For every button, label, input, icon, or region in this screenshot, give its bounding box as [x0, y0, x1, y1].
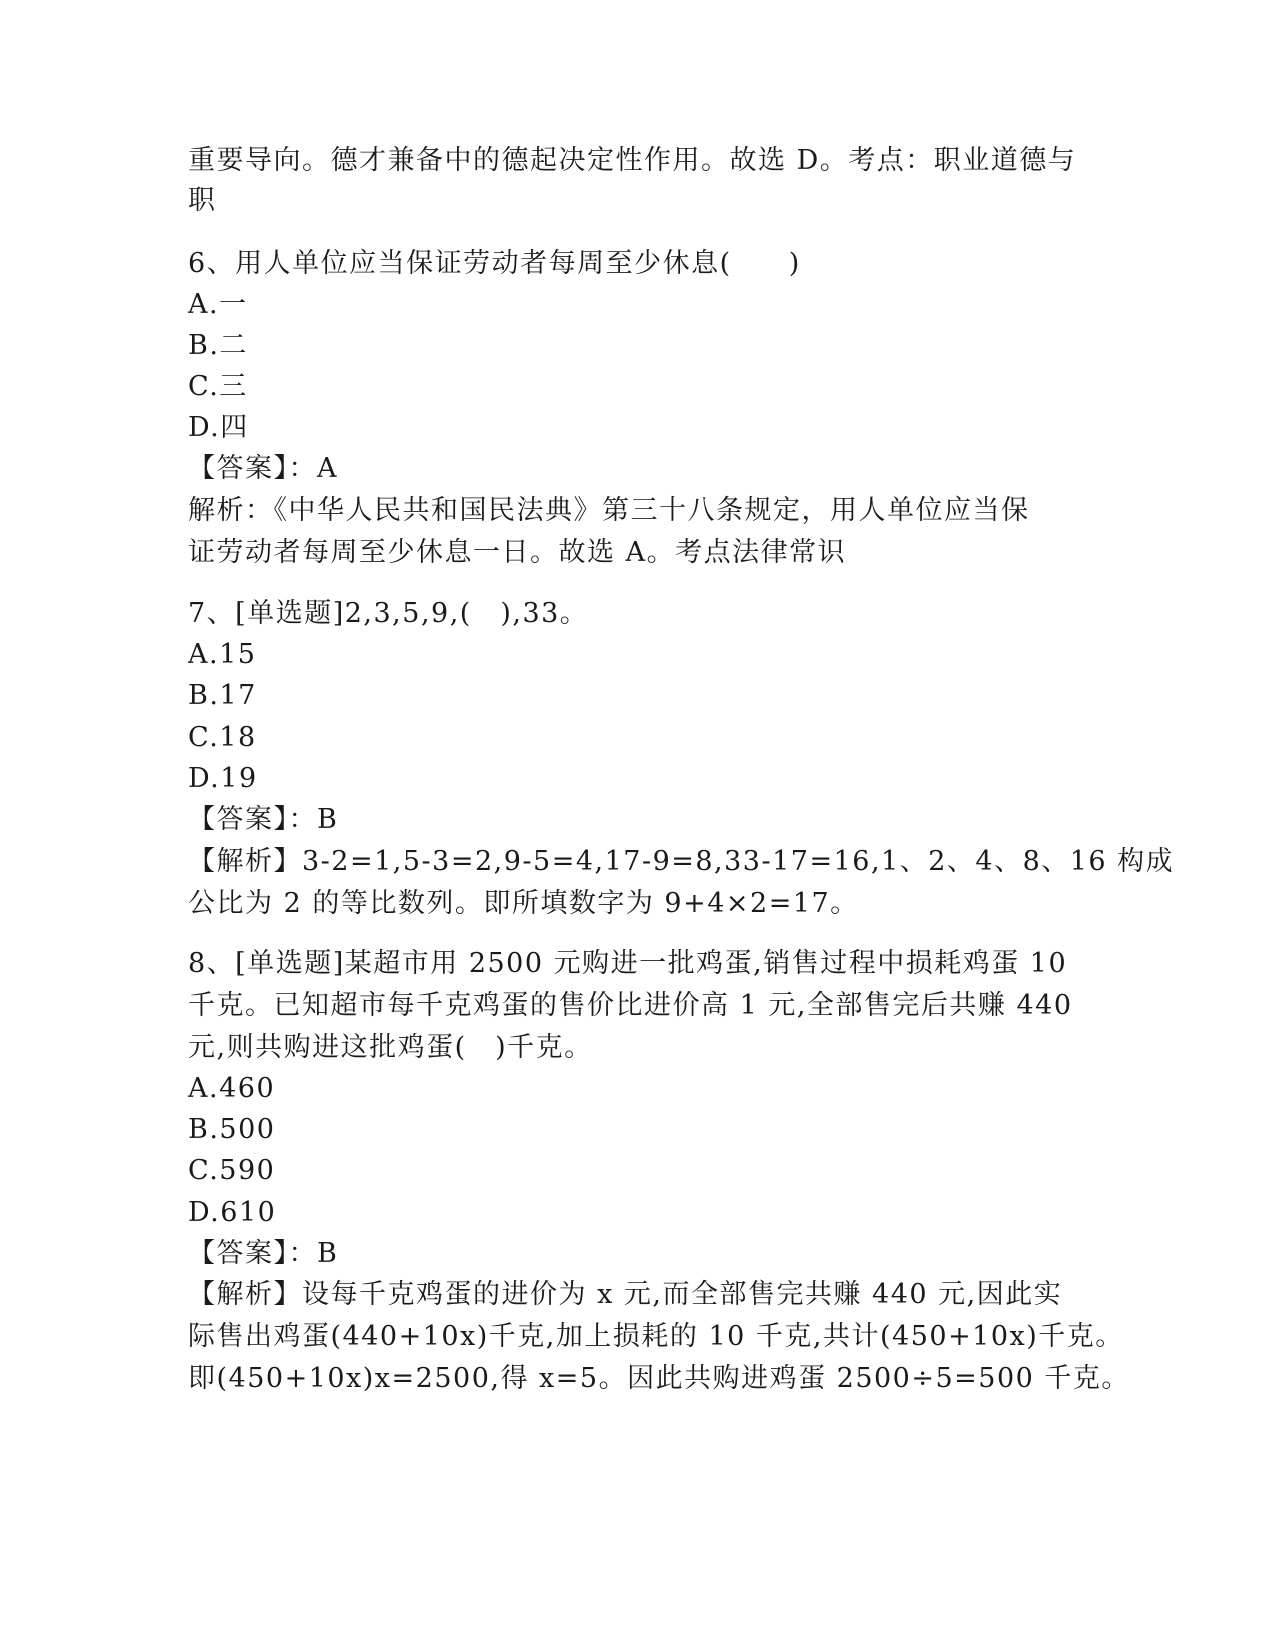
- question-6-option-c: C.三: [188, 371, 248, 402]
- question-6-answer: 【答案】：A: [188, 453, 338, 484]
- question-7-explanation-line-1: 【解析】3-2=1,5-3=2,9-5=4,17-9=8,33-17=16,1、2、4、8、16 构成: [188, 846, 1175, 877]
- question-8-explanation-line-3: 即(450+10x)x=2500,得 x=5。因此共购进鸡蛋 2500÷5=500 千克。: [188, 1363, 1130, 1394]
- question-8-explanation-line-2: 际售出鸡蛋(440+10x)千克,加上损耗的 10 千克,共计(450+10x)千克。: [188, 1321, 1124, 1352]
- question-6-option-b: B.二: [188, 330, 248, 361]
- question-8-explanation-line-1: 【解析】设每千克鸡蛋的进价为 x 元,而全部售完共赚 440 元,因此实: [188, 1279, 1063, 1310]
- question-8-option-b: B.500: [188, 1114, 276, 1145]
- question-8-option-d: D.610: [188, 1197, 277, 1228]
- document-page: [188, 0, 1175, 1650]
- intro-text-line-2: 职: [188, 185, 217, 216]
- question-7-text: 7、[单选题]2,3,5,9,( ),33。: [188, 598, 589, 629]
- question-6-option-a: A.一: [188, 289, 248, 320]
- question-7-answer: 【答案】：B: [188, 804, 339, 835]
- question-8-option-a: A.460: [188, 1073, 276, 1104]
- question-8-answer: 【答案】：B: [188, 1238, 339, 1269]
- question-8-text-line-3: 元,则共购进这批鸡蛋( )千克。: [188, 1032, 593, 1063]
- question-8-text-line-1: 8、[单选题]某超市用 2500 元购进一批鸡蛋,销售过程中损耗鸡蛋 10: [188, 948, 1068, 979]
- question-7-option-c: C.18: [188, 722, 257, 753]
- question-6-text: 6、用人单位应当保证劳动者每周至少休息( ): [188, 248, 801, 279]
- question-6-explanation-line-1: 解析：《中华人民共和国民法典》第三十八条规定，用人单位应当保: [188, 495, 1030, 526]
- question-8-text-line-2: 千克。已知超市每千克鸡蛋的售价比进价高 1 元,全部售完后共赚 440: [188, 990, 1073, 1021]
- question-7-option-a: A.15: [188, 639, 257, 670]
- question-7-option-d: D.19: [188, 763, 258, 794]
- question-8-option-c: C.590: [188, 1155, 276, 1186]
- question-7-explanation-line-2: 公比为 2 的等比数列。即所填数字为 9+4×2=17。: [188, 888, 859, 919]
- question-6-explanation-line-2: 证劳动者每周至少休息一日。故选 A。考点法律常识: [188, 537, 847, 568]
- question-6-option-d: D.四: [188, 412, 249, 443]
- question-7-option-b: B.17: [188, 680, 257, 711]
- intro-text-line-1: 重要导向。德才兼备中的德起决定性作用。故选 D。考点：职业道德与: [188, 145, 1077, 176]
